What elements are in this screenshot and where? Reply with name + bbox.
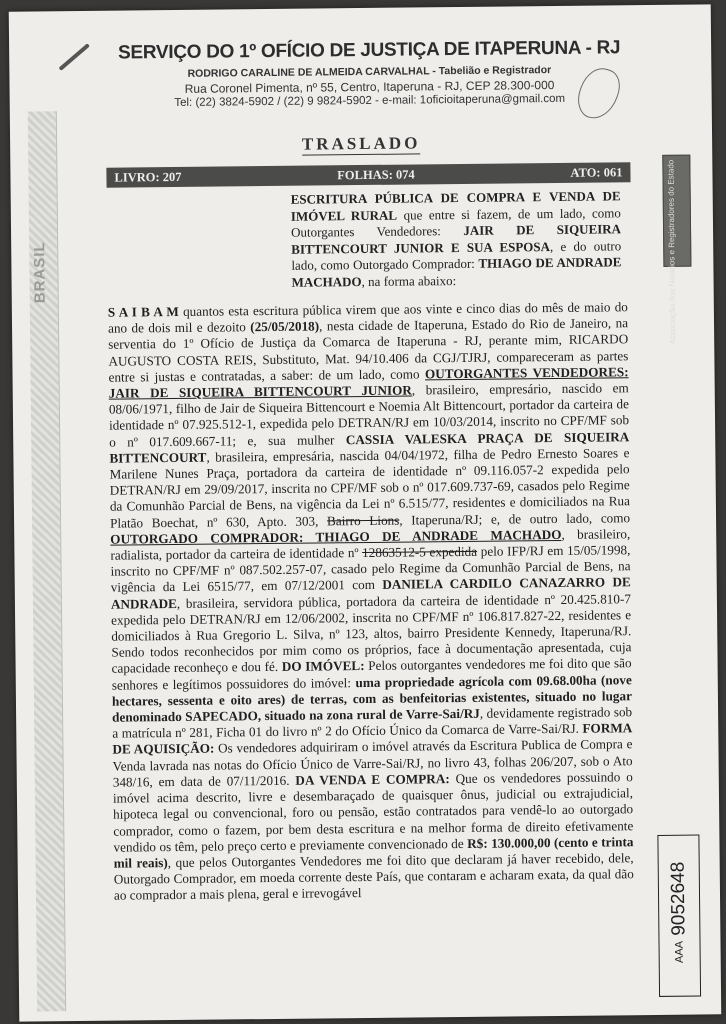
officer-name: RODRIGO CARALINE DE ALMEIDA CARVALHAL - Tabelião e Registrador (187, 64, 552, 80)
livro-label: LIVRO: 207 (114, 169, 182, 185)
office-contact: Tel: (22) 3824-5902 / (22) 9 9824-5902 - e-mail: 1oficioitaperuna@gmail.com (174, 92, 566, 109)
document-page (9, 4, 722, 1021)
info-bar (106, 162, 630, 187)
margin-watermark: BRASIL (31, 241, 49, 304)
office-address: Rua Coronel Pimenta, nº 55, Centro, Itaperuna - RJ, CEP 28.300-000 (184, 77, 555, 96)
seal-label: Associação dos Notários e Registradores do Estado (666, 159, 678, 345)
ato-label: ATO: 061 (570, 164, 623, 180)
letterhead (109, 37, 630, 109)
doc-title: TRASLADO (301, 133, 421, 154)
deed-paragraph: S A I B A M quantos esta escritura pública virem que aos vinte e cinco dias do mês de maio do ano de dois mil e dezoito (25/05/2018), nesta cidade de Itaperuna, Estado do Rio de Janeiro, na serventia do 1º Ofício de Justiça da Comarca de Itaperuna - RJ, perante mim, RICARDO AUGUSTO COSTA REIS, Substituto, Mat. 94/10.406 da CGJ/TJRJ, compareceram as partes entre si justas e contratadas, a saber: de um lado, como OUTORGANTES VENDEDORES: JAIR DE SIQUEIRA BITTENCOURT JUNIOR, brasileiro, empresário, nascido em 08/06/1971, filho de Jair de Siqueira Bittencourt e Noemia Alt Bittencourt, portador da carteira de identidade nº 07.925.512-1, expedida pelo DETRAN/RJ em 10/03/2014, inscrito no CPF/MF sob o nº 017.609.667-11; e, sua mulher CASSIA VALESKA PRAÇA DE SIQUEIRA BITTENCOURT, brasileira, empresária, nascida 04/04/1972, filha de Pedro Ernesto Soares e Marilene Nunes Praça, portadora da carteira de identidade nº 09.116.057-2 expedida pelo DETRAN/RJ em 29/09/2017, inscrita no CPF/MF sob o nº 017.609.737-69, casados pelo Regime da Comunhão Parcial de Bens, na vigência da Lei nº 6.515/77, residentes e domiciliados na Rua Platão Boechat, nº 630, Apto. 303, Bairro Lions, Itaperuna/RJ; e, de outro lado, como OUTORGADO COMPRADOR: THIAGO DE ANDRADE MACHADO, brasileiro, radialista, portador da carteira de identidade nº 12863512-5 expedida pelo IFP/RJ em 15/05/1998, inscrito no CPF/MF nº 087.502.257-07, casado pelo Regime da Comunhão Parcial de Bens, na vigência da Lei 6515/77, em 07/12/2001 com DANIELA CARDILO CANAZARRO DE ANDRADE, brasileira, servidora pública, portadora da carteira de identidade nº 20.425.810-7 expedida pelo DETRAN/RJ em 12/06/2002, inscrita no CPF/MF nº 106.817.827-22, residentes e domiciliados à Rua Gregorio L. Silva, nº 123, altos, bairro Presidente Kennedy, Itaperuna/RJ. Sendo todos reconhecidos por mim como os próprios, face à documentação apresentada, cuja capacidade reconheço e dou fé. DO IMÓVEL: Pelos outorgantes vendedores me foi dito que são senhores e legítimos possuidores do imóvel: uma propriedade agrícola com 09.68.00ha (nove hectares, sessenta e oito ares) de terras, com as benfeitorias existentes, situado no lugar denominado SAPECADO, situado na zona rural de Varre-Sai/RJ, devidamente registrado sob a matrícula nº 281, Ficha 01 do livro nº 2 do Ofício Único da Comarca de Varre-Sai/RJ. FORMA DE AQUISIÇÃO: Os vendedores adquiriram o imóvel através da Escritura Publica de Compra e Venda lavrada nas notas do Ofício Único de Varre-Sai/RJ, no livro 43, folhas 206/207, sob o Ato 348/16, em data de 07/11/2016. DA VENDA E COMPRA: Que os vendedores possuindo o imóvel acima descrito, livre e desembaraçado de quaisquer ônus, judicial ou extrajudicial, hipoteca legal ou convencional, foro ou pensão, estão contratados para vendê-lo ao outorgado comprador, como o fazem, por bem desta escritura e na melhor forma de direito efetivamente vendido os têm, pelo preço certo e previamente convencionado de R$: 130.000,00 (cento e trinta mil reais), que pelos Outorgantes Vendedores me foi dito que declaram já haver recebido, dele, Outorgado Comprador, em moeda corrente deste País, que contaram e acharam exata, da qual dão ao comprador a mais plena, geral e irrevogável (107, 299, 634, 903)
serial-number: AAA 9052648 (667, 861, 690, 964)
deed-abstract: ESCRITURA PÚBLICA DE COMPRA E VENDA DE IMÓVEL RURAL que entre si fazem, de um lado, como Outorgantes Vendedores: JAIR DE SIQUEIRA BITTENCOURT JUNIOR E SUA ESPOSA, e do outro lado, como Outorgado Comprador: THIAGO DE ANDRADE MACHADO, na forma abaixo: (290, 188, 622, 290)
deed-body (108, 299, 634, 904)
serial-number-box (657, 835, 701, 997)
pen-mark (58, 43, 89, 71)
office-title: SERVIÇO DO 1º OFÍCIO DE JUSTIÇA DE ITAPERUNA - RJ (117, 37, 621, 64)
folhas-label: FOLHAS: 074 (337, 166, 415, 182)
